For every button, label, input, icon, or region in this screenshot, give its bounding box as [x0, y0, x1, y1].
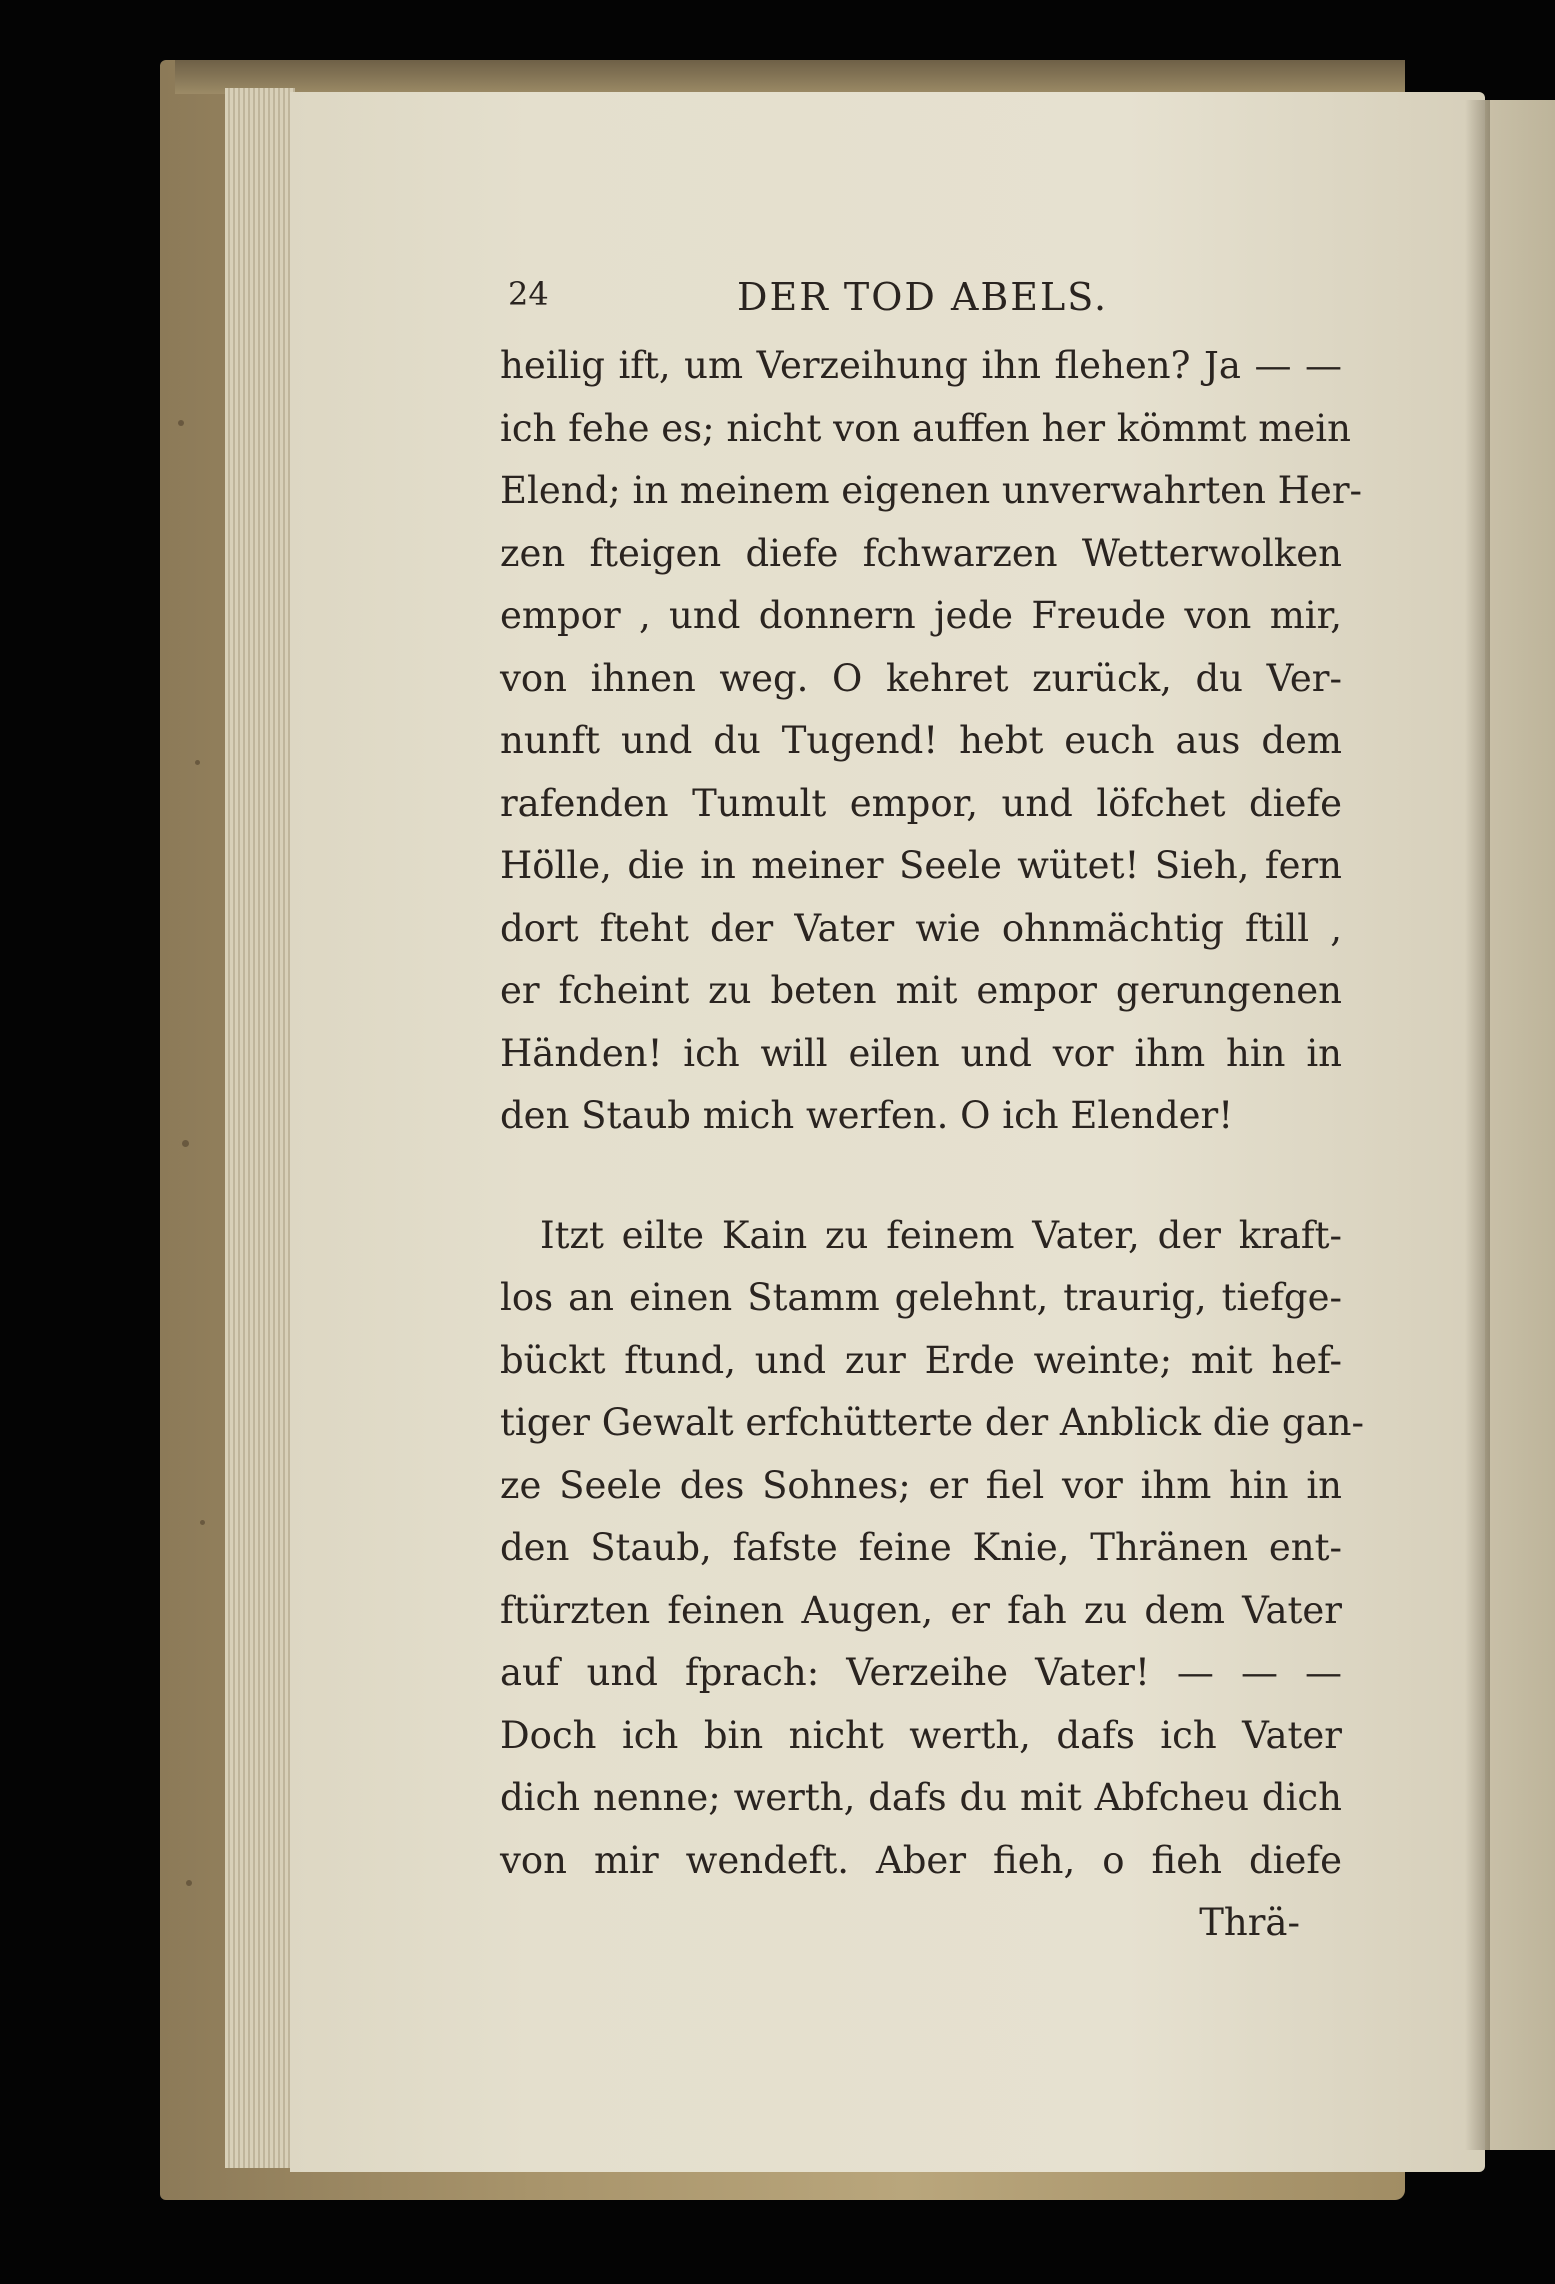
foxing-spot — [178, 420, 184, 426]
text-line: auf und fprach: Verzeihe Vater! — — — — [500, 1651, 1342, 1694]
catchword: Thrä- — [1199, 1901, 1300, 1944]
text-line: tiger Gewalt erfchütterte der Anblick die gan- — [500, 1401, 1364, 1444]
text-line: Hölle, die in meiner Seele wütet! Sieh, fern — [500, 844, 1342, 887]
paragraph-1 — [500, 335, 1363, 1148]
gutter-shadow — [1465, 100, 1490, 2150]
text-line: von ihnen weg. O kehret zurück, du Ver- — [500, 656, 1342, 700]
text-line: bückt ftund, und zur Erde weinte; mit hef- — [500, 1338, 1342, 1382]
text-line: den Staub, fafste feine Knie, Thränen ent- — [500, 1526, 1342, 1569]
foxing-spot — [182, 1140, 189, 1147]
running-title: DER TOD ABELS. — [737, 275, 1109, 319]
page-stack-edges — [225, 88, 295, 2168]
text-line: er fcheint zu beten mit empor gerungenen — [500, 969, 1342, 1012]
text-line: Doch ich bin nicht werth, dafs ich Vater — [500, 1713, 1342, 1757]
text-line: Händen! ich will eilen und vor ihm hin in — [500, 1031, 1342, 1075]
text-line: empor , und donnern jede Freude von mir, — [500, 594, 1342, 637]
text-line: nunft und du Tugend! hebt euch aus dem — [500, 719, 1342, 762]
text-line: heilig ift, um Verzeihung ihn flehen? Ja — — — [500, 344, 1342, 387]
paragraph-2 — [500, 1205, 1364, 1893]
facing-page-sliver — [1485, 100, 1555, 2150]
text-line: rafenden Tumult empor, und löfchet diefe — [500, 781, 1342, 825]
text-line: den Staub mich werfen. O ich Elender! — [500, 1094, 1234, 1137]
text-line: von mir wendeft. Aber fieh, o fieh diefe — [500, 1838, 1342, 1882]
page-text-block — [500, 275, 1364, 1955]
foxing-spot — [195, 760, 200, 765]
foxing-spot — [200, 1520, 205, 1525]
text-line: ftürzten feinen Augen, er fah zu dem Vater — [500, 1588, 1342, 1632]
paragraph-break — [500, 1148, 1360, 1205]
text-line: ich fehe es; nicht von auffen her kömmt mein — [500, 406, 1351, 450]
text-line: Elend; in meinem eigenen unverwahrten Her- — [500, 469, 1363, 512]
foxing-spot — [186, 1880, 192, 1886]
text-line: dort fteht der Vater wie ohnmächtig ftill , — [500, 906, 1342, 950]
text-line: los an einen Stamm gelehnt, traurig, tiefge- — [500, 1276, 1342, 1319]
text-line: Itzt eilte Kain zu feinem Vater, der kraft- — [540, 1213, 1342, 1257]
text-line: dich nenne; werth, dafs du mit Abfcheu dich — [500, 1776, 1342, 1819]
running-head — [500, 275, 1360, 335]
text-line: ze Seele des Sohnes; er fiel vor ihm hin in — [500, 1463, 1342, 1507]
book-top-edge — [175, 60, 1405, 94]
page-number: 24 — [508, 275, 549, 313]
text-line: zen fteigen diefe fchwarzen Wetterwolken — [500, 531, 1342, 575]
